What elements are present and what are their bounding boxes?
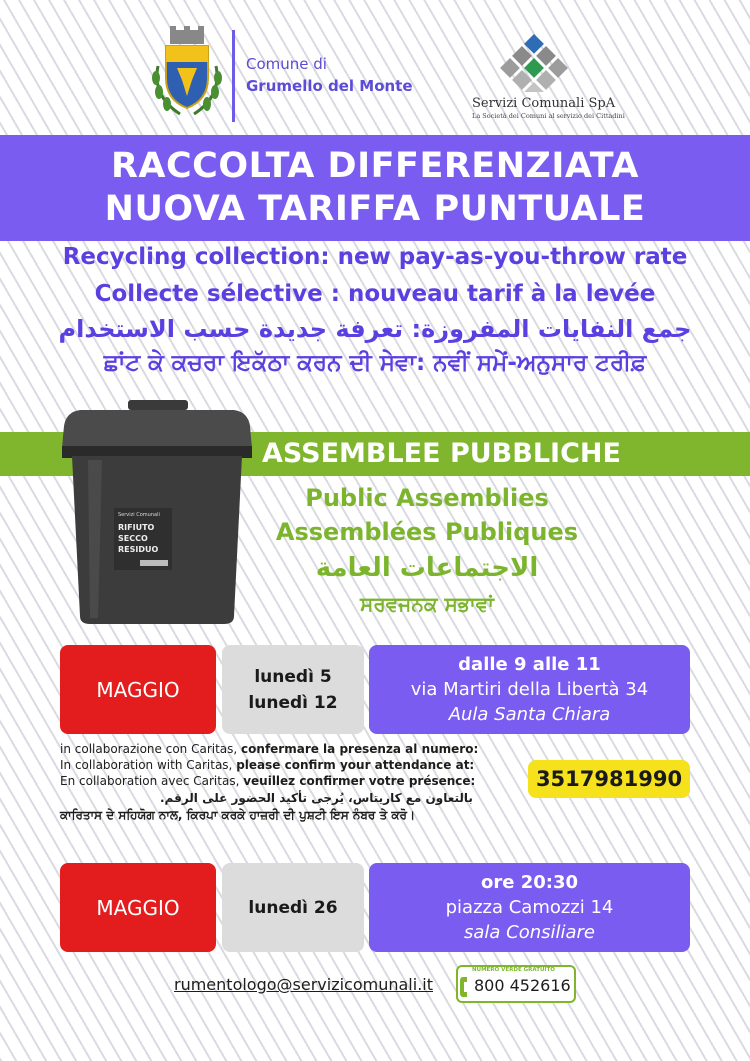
session1-time: dalle 9 alle 11	[458, 654, 601, 675]
session2-time: ore 20:30	[480, 872, 578, 893]
municipal-crest-icon	[150, 26, 224, 120]
session2-details	[369, 863, 690, 952]
session1-venue: Aula Santa Chiara	[448, 704, 611, 725]
session1-address: via Martiri della Libertà 34	[410, 679, 649, 700]
comune-name: Grumello del Monte	[246, 77, 413, 95]
session2-month: MAGGIO	[60, 863, 216, 952]
toll-free-label: NUMERO VERDE GRATUITO	[472, 967, 555, 973]
assemblies-arabic: الاجتماعات العامة	[315, 553, 539, 583]
phone-icon	[460, 976, 472, 998]
assemblies-english: Public Assemblies	[305, 484, 549, 512]
bin-brand: Servizi Comunali	[118, 512, 160, 518]
info-punjabi: ਕਾਰਿਤਾਸ ਦੇ ਸਹਿਯੋਗ ਨਾਲ, ਕਿਰਪਾ ਕਰਕੇ ਹਾਜ਼ਰੀ ਦੀ ਪੁਸ਼ਟੀ ਇਸ ਨੰਬਰ ਤੇ ਕਰੋ।	[60, 808, 416, 822]
svg-text:SECCO: SECCO	[118, 534, 148, 543]
servizi-comunali-logo-icon	[488, 30, 580, 92]
session1-day-1: lunedì 5	[254, 666, 332, 687]
subtitle-french: Collecte sélective : nouveau tarif à la levée	[94, 281, 656, 307]
session2-address: piazza Camozzi 14	[445, 897, 614, 918]
info-italian: in collaborazione con Caritas, confermare la presenza al numero:	[60, 742, 479, 756]
header-divider	[232, 30, 235, 122]
title-line-1: RACCOLTA DIFFERENZIATA	[110, 146, 640, 186]
waste-bin-image	[58, 398, 254, 628]
svg-text:RIFIUTO: RIFIUTO	[118, 523, 155, 532]
info-arabic: بالتعاون مع كاريتاس، يُرجى تأكيد الحضور على الرقم.	[160, 791, 473, 805]
subtitle-english: Recycling collection: new pay-as-you-throw rate	[62, 244, 688, 270]
session2-day-1: lunedì 26	[248, 897, 338, 918]
assemblies-punjabi: ਸਰਵਜਨਕ ਸਭਾਵਾਂ	[360, 592, 494, 616]
assemblies-french: Assemblées Publiques	[275, 518, 579, 546]
session2-days	[222, 863, 364, 952]
comune-prefix: Comune di	[246, 55, 327, 73]
session1-month: MAGGIO	[60, 645, 216, 734]
session1-days	[222, 645, 364, 734]
rsvp-phone-number[interactable]: 3517981990	[528, 760, 690, 798]
company-tagline: La Società dei Comuni al servizio dei Cittadini	[472, 112, 625, 120]
session1-details	[369, 645, 690, 734]
svg-text:RESIDUO: RESIDUO	[118, 545, 159, 554]
subtitle-punjabi: ਛਾਂਟ ਕੇ ਕਚਰਾ ਇਕੱਠਾ ਕਰਨ ਦੀ ਸੇਵਾ: ਨਵੀਂ ਸਮੇਂ-ਅਨੁਸਾਰ ਟਰੀਫ਼	[103, 350, 647, 376]
info-french: En collaboration avec Caritas, veuillez confirmer votre présence:	[60, 774, 476, 788]
subtitle-arabic: جمع النفايات المفروزة: تعرفة جديدة حسب الاستخدام	[58, 315, 692, 343]
session1-day-2: lunedì 12	[248, 692, 338, 713]
info-english: In collaboration with Caritas, please confirm your attendance at:	[60, 758, 475, 772]
toll-free-number[interactable]: 800 452616	[474, 976, 571, 995]
company-name: Servizi Comunali SpA	[472, 96, 616, 111]
assemblies-title: ASSEMBLEE PUBBLICHE	[262, 438, 621, 469]
title-line-2: NUOVA TARIFFA PUNTUALE	[104, 189, 646, 229]
contact-email-link[interactable]: rumentologo@servizicomunali.it	[174, 975, 433, 994]
session2-venue: sala Consiliare	[463, 922, 596, 943]
